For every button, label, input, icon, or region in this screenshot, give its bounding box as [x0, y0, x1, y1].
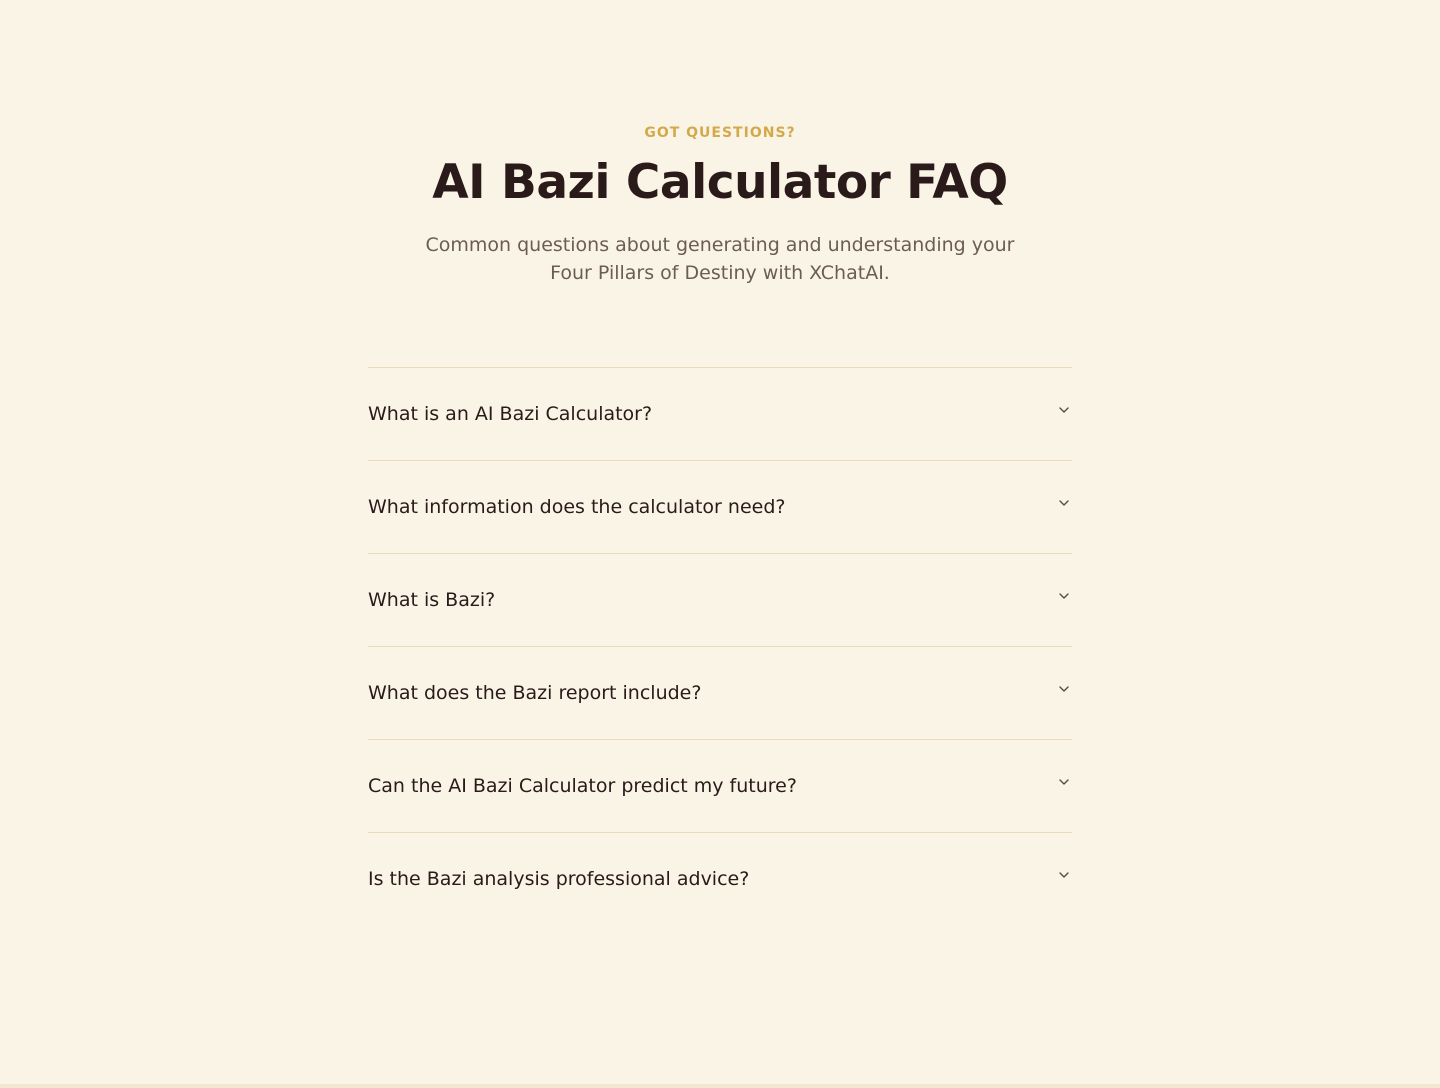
chevron-down-icon: [1058, 683, 1070, 695]
faq-item-information-needed[interactable]: [368, 461, 1072, 554]
chevron-down-icon: [1058, 776, 1070, 788]
faq-eyebrow: GOT QUESTIONS?: [644, 125, 796, 141]
chevron-down-icon: [1058, 497, 1070, 509]
faq-subtitle: Common questions about generating and understanding your Four Pillars of Destiny with XChatAI.: [425, 234, 1015, 284]
chevron-down-icon: [1058, 869, 1070, 881]
faq-question: What is Bazi?: [368, 589, 496, 611]
chevron-down-icon: [1058, 404, 1070, 416]
faq-item-what-is-bazi[interactable]: [368, 554, 1072, 647]
faq-item-predict-future[interactable]: [368, 740, 1072, 833]
section-bottom-divider: [0, 1084, 1440, 1088]
faq-title: AI Bazi Calculator FAQ: [432, 155, 1008, 210]
faq-question: Can the AI Bazi Calculator predict my future?: [368, 775, 797, 797]
faq-item-what-is-ai-bazi-calculator[interactable]: [368, 368, 1072, 461]
faq-question: Is the Bazi analysis professional advice?: [368, 868, 750, 890]
chevron-down-icon: [1058, 590, 1070, 602]
faq-question: What does the Bazi report include?: [368, 682, 702, 704]
faq-question: What information does the calculator need?: [368, 496, 786, 518]
faq-item-professional-advice[interactable]: [368, 833, 1072, 925]
faq-list: [368, 367, 1072, 925]
faq-question: What is an AI Bazi Calculator?: [368, 403, 653, 425]
faq-item-report-contents[interactable]: [368, 647, 1072, 740]
